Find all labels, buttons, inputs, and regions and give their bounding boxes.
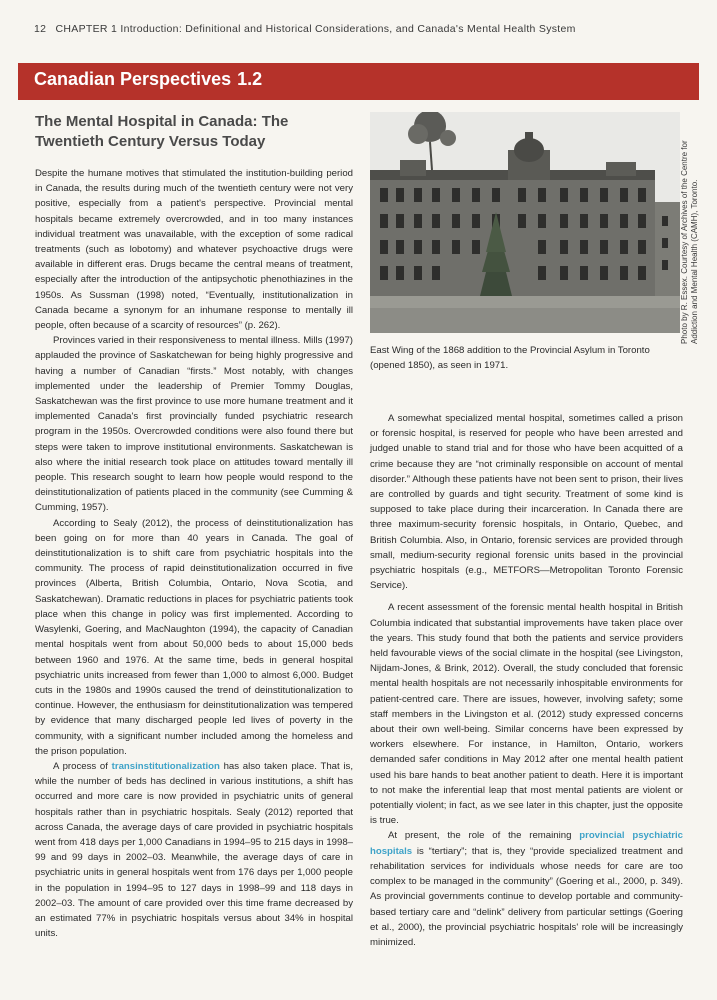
keyword-transinstitutionalization[interactable]: transinstitutionalization bbox=[111, 760, 220, 772]
section-title: The Mental Hospital in Canada: The Twentieth Century Versus Today bbox=[35, 113, 289, 150]
paragraph-3: According to Sealy (2012), the process of deinstitutionalization has been going on for more than 40 years in Canada. The goal of deinstitutionalization is to shift care from psychiatric hospitals into the community. The process of rapid deinstitutionalization occurred in five provinces (Alberta, British Columbia, Ontario, Nova Scotia, and Saskatchewan). Dramatic reductions in places for psychiatric patients took place when this change in policy was first implemented. According to Wasylenki, Goering, and MacNaughton (1994), the capacity of Canadian mental hospitals went from about 50,000 beds to about 15,000 beds between 1960 and 1976. At the same time, beds in general hospital psychiatric units increased from fewer than 1,000 to almost 6,000. Budget cuts in the 1980s and 1990s caused the trend of deinstitutionalization to continue. However, the enthusiasm for deinstitutionalization was tempered by evidence that many discharged people led lives of poverty in the community, with a significant number included among the homeless and the prison population. bbox=[35, 517, 353, 757]
photo-credit-text: Photo by R. Essex. Courtesy of Archives of the Centre for Addiction and Mental Health (CAMH), Toronto. bbox=[680, 140, 699, 344]
banner-title bbox=[34, 69, 262, 90]
paragraph-5: A somewhat specialized mental hospital, sometimes called a prison or forensic hospital, is reserved for people who have been arrested and judged unable to stand trial and for those who have been acquitted of a crime because they are “not criminally responsible on account of mental disorder.” Although these patients have not been sent to prison, their lives are controlled by guards and tight security. Treatment of some kind is supposed to take place during their incarceration. In Canada there are three maximum-security forensic hospitals, in Ontario, Quebec, and British Columbia. Also, in Ontario, forensic services are provided through small, medium-security regional forensic units based in the provincial psychiatric hospitals (e.g., METFORS—Metropolitan Toronto Forensic Service). bbox=[370, 413, 683, 592]
running-head-text: CHAPTER 1 Introduction: Definitional and Historical Considerations, and Canada's Mental Health System bbox=[55, 23, 576, 35]
paragraph-7-rest: is “tertiary”; that is, they “provide specialized treatment and rehabilitation services for individuals whose needs for care are too complex to be managed in the community” (Goering et al., 2000, p. 349). As provincial governments continue to develop portable and community-based tertiary care and “delink” delivery from particular settings (Goering et al., 2000), the provincial psychiatric hospitals' role will be increasingly minimized. bbox=[370, 845, 683, 948]
paragraph-7 bbox=[370, 828, 683, 950]
paragraph-4-lead: A process of bbox=[53, 760, 112, 772]
photo-caption: East Wing of the 1868 addition to the Provincial Asylum in Toronto (opened 1850), as seen in 1971. bbox=[370, 345, 650, 371]
right-text bbox=[370, 411, 683, 950]
asylum-building-image bbox=[370, 112, 680, 333]
paragraph-4-rest: has also taken place. That is, while the number of beds has declined in various institutions, a shift has occurred and more care is now provided in psychiatric units of general hospitals rather than in psychiatric hospitals. Sealy (2012) reported that across Canada, the average days of care provided in psychiatric hospitals went from 418 days per 1,000 Canadians in 1994–95 to 215 days in 1998–99 and 99 days in 2002–03. Meanwhile, the average days of care in psychiatric units in general hospitals went from 176 days per 1,000 people in the population in 1994–95 to 127 days in 1998–99 and 118 days in 2002–03. The amount of care provided over this time frame decreased by an estimated 77% in psychiatric hospitals versus about 34% in hospital units. bbox=[35, 760, 353, 940]
feature-banner bbox=[18, 63, 699, 100]
photo-credit bbox=[680, 132, 710, 344]
paragraph-6: A recent assessment of the forensic mental health hospital in British Columbia indicated that substantial improvements have taken place over the years. This study found that both the patients and service providers held favourable views of the social climate in the hospital (see Livingston, Nijdam-Jones, & Brink, 2012). Overall, the study concluded that forensic mental health hospitals are not necessarily inhospitable environments for patient-centred care. There are issues, however, involving safety; some staff members in the Livingston et al. (2012) study expressed concerns about their own well-being. Similar concerns have been expressed by workers elsewhere. For instance, in Hamilton, Ontario, workers demanded safer conditions in May 2012 after one mental health patient used his bare hands to beat another patient to death. Here it is important to not make the inferential leap that most mental patients are violent or potentially violent; in fact, as we see later in this chapter, just the opposite is true. bbox=[370, 602, 683, 827]
paragraph-7-lead: At present, the role of the remaining bbox=[388, 830, 580, 842]
paragraph-4 bbox=[35, 759, 353, 941]
banner-number: 1.2 bbox=[237, 69, 263, 89]
right-column bbox=[370, 112, 683, 950]
paragraph-2: Provinces varied in their responsiveness to mental illness. Mills (1997) applauded the province of Saskatchewan for being highly progressive and having a number of Canadian “firsts.” Most notably, with changes implemented under the leadership of Premier Tommy Douglas, Saskatchewan was the first province to use more humane treatment and it implemented Canada's first provincially funded psychiatric research program in the 1950s. Overcrowded conditions were also found there but steps were taken to improve institutional environments. Saskatchewan is also where the initial research took place on attitudes toward mentally ill people. This research sought to learn how people would respond to the deinstitutionalization of patients placed in the community (see Cumming & Cumming, 1957). bbox=[35, 335, 353, 514]
running-head bbox=[34, 23, 694, 35]
left-column bbox=[35, 112, 353, 941]
page-number: 12 bbox=[34, 23, 47, 35]
paragraph-1: Despite the humane motives that stimulated the institution-building period in Canada, the results during much of the twentieth century were not very positive, especially from a patient's perspective. Provincial mental hospitals became extremely overcrowded, and in too many instances individual treatment was unavailable, with the exception of some radical treatments (such as lobotomy) and whatever psychoactive drugs were available in different eras. Drugs became the central means of treatment, especially after the introduction of the antipsychotic phenothiazines in the 1950s. As Sussman (1998) noted, “Eventually, institutionalization in Canada became a synonym for an inhumane response to mentally ill people, often because of a scarcity of resources” (p. 262). bbox=[35, 168, 353, 332]
banner-label: Canadian Perspectives bbox=[34, 69, 232, 89]
asylum-photo bbox=[370, 112, 680, 333]
keyword-provincial-psychiatric-hospitals[interactable]: provincial psychiatric hospitals bbox=[370, 830, 684, 857]
